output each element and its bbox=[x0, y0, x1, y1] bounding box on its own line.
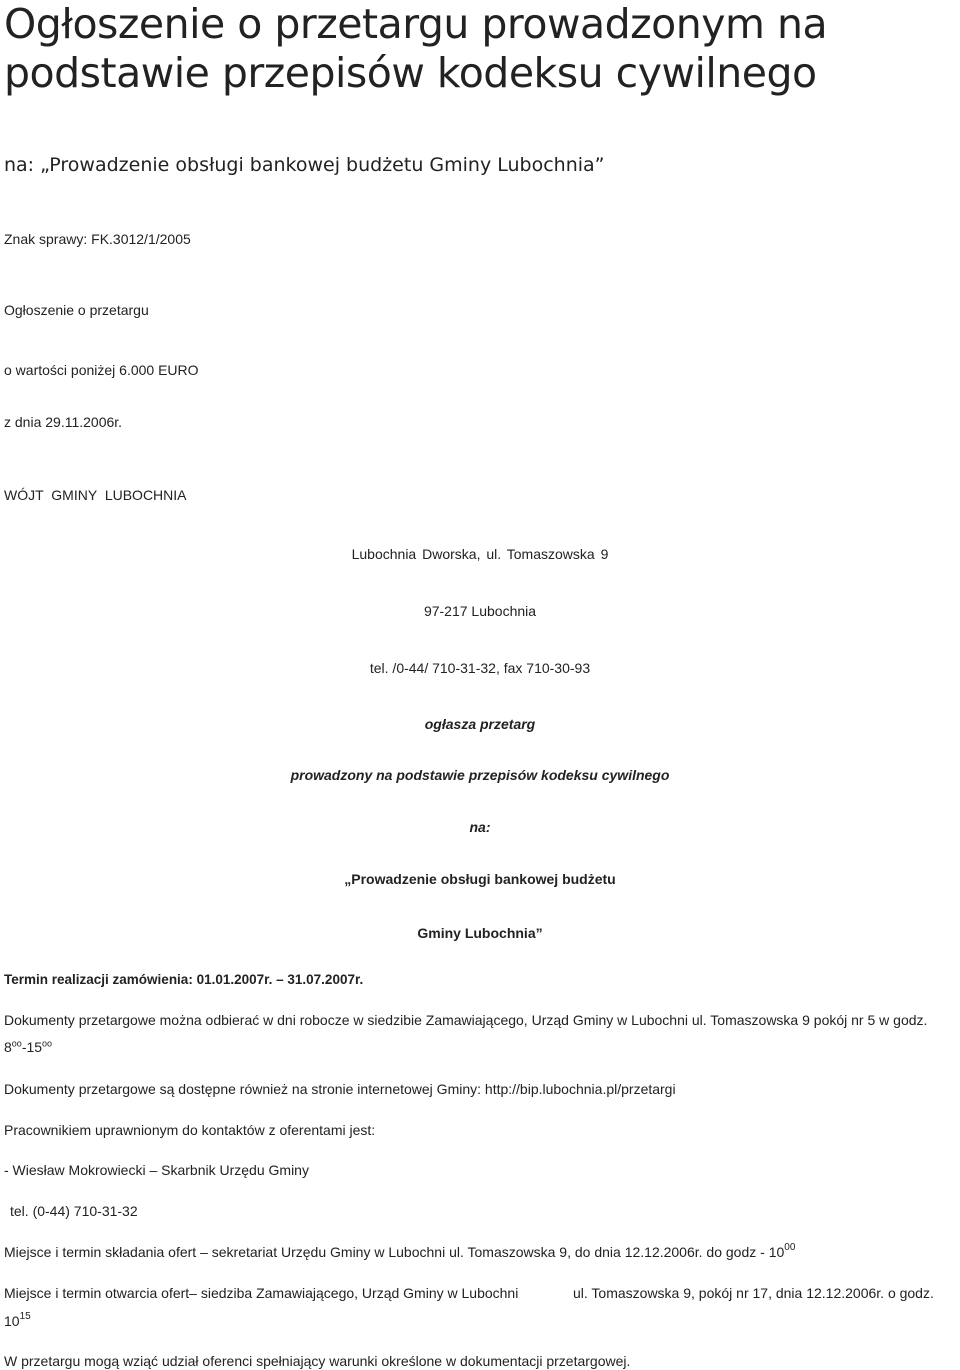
eligibility-line: W przetargu mogą wziąć udział oferenci spełniający warunki określone w dokumentacji przetargowej. bbox=[4, 1353, 631, 1369]
subject-line-2: Gminy Lubochnia” bbox=[417, 925, 543, 941]
hours-start: 8 bbox=[4, 1039, 12, 1055]
notice-label: Ogłoszenie o przetargu bbox=[4, 302, 149, 318]
announce-heading: ogłasza przetarg bbox=[424, 716, 536, 732]
date-line: z dnia 29.11.2006r. bbox=[4, 414, 123, 430]
submission-line bbox=[4, 1243, 795, 1261]
docs-pickup-line: Dokumenty przetargowe można odbierać w dni robocze w siedzibie Zamawiającego, Urząd Gminy w Lubochni ul. Tomaszowska 9 pokój nr 5 w godz. bbox=[4, 1012, 928, 1028]
contact-person-intro: Pracownikiem uprawnionym do kontaktów z oferentami jest: bbox=[4, 1122, 376, 1138]
contact-person: - Wiesław Mokrowiecki – Skarbnik Urzędu Gminy bbox=[4, 1162, 309, 1178]
value-note: o wartości poniżej 6.000 EURO bbox=[4, 362, 199, 378]
address-line-2: 97-217 Lubochnia bbox=[423, 603, 537, 619]
announce-basis: prowadzony na podstawie przepisów kodeksu cywilnego bbox=[290, 767, 670, 783]
announce-na: na: bbox=[469, 819, 491, 835]
term-line: Termin realizacji zamówienia: 01.01.2007r. – 31.07.2007r. bbox=[4, 972, 364, 987]
address-line-1: Lubochnia Dworska, ul. Tomaszowska 9 bbox=[351, 546, 609, 562]
hours-start-sup: oo bbox=[11, 1038, 22, 1049]
submission-hour-sup: 00 bbox=[784, 1242, 796, 1253]
opening-hour-text: 10 bbox=[4, 1313, 20, 1329]
contact-phone: tel. (0-44) 710-31-32 bbox=[10, 1203, 138, 1219]
contact-line: tel. /0-44/ 710-31-32, fax 710-30-93 bbox=[369, 660, 591, 676]
document-subtitle: na: „Prowadzenie obsługi bankowej budżetu Gminy Lubochnia” bbox=[4, 154, 605, 176]
opening-line-part-2: ul. Tomaszowska 9, pokój nr 17, dnia 12.12.2006r. o godz. bbox=[573, 1285, 934, 1301]
office-hours bbox=[4, 1038, 52, 1056]
document-title: Ogłoszenie o przetargu prowadzonym na podstawie przepisów kodeksu cywilnego bbox=[4, 0, 828, 97]
case-number: Znak sprawy: FK.3012/1/2005 bbox=[4, 231, 191, 247]
issuer-name: WÓJT GMINY LUBOCHNIA bbox=[4, 487, 187, 503]
hours-end-sup: oo bbox=[42, 1038, 53, 1049]
submission-text: Miejsce i termin składania ofert – sekretariat Urzędu Gminy w Lubochni ul. Tomaszowska 9, do dnia 12.12.2006r. do godz - 10 bbox=[4, 1244, 785, 1260]
opening-hour-sup: 15 bbox=[19, 1311, 31, 1322]
subject-line-1: „Prowadzenie obsługi bankowej budżetu bbox=[344, 871, 616, 887]
opening-hour bbox=[4, 1312, 31, 1330]
opening-line-part-1: Miejsce i termin otwarcia ofert– siedziba Zamawiającego, Urząd Gminy w Lubochni bbox=[4, 1285, 519, 1301]
hours-separator: -15 bbox=[21, 1039, 43, 1055]
docs-online-line: Dokumenty przetargowe są dostępne również na stronie internetowej Gminy: http://bip.lubochnia.pl/przetargi bbox=[4, 1081, 676, 1097]
